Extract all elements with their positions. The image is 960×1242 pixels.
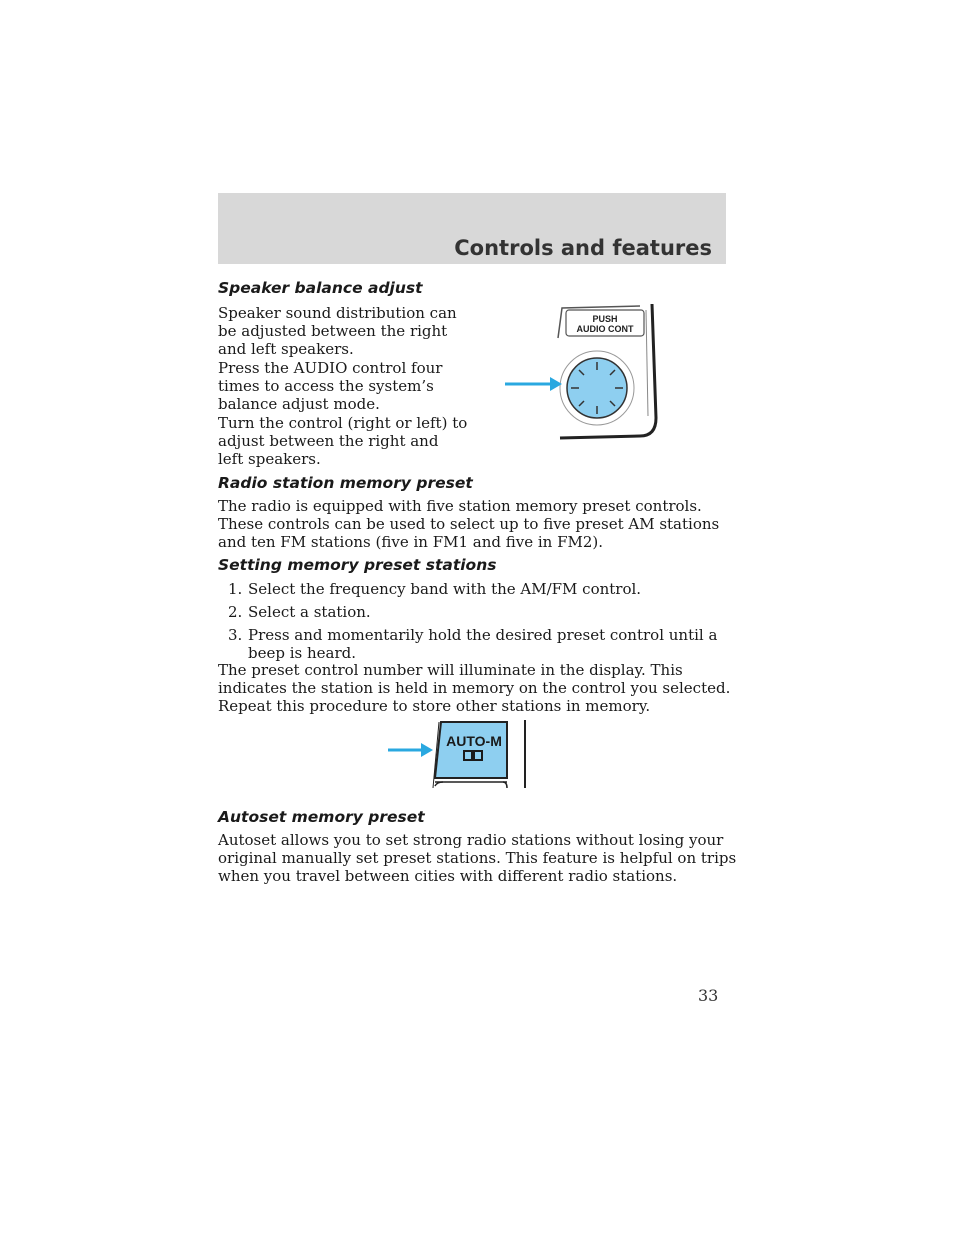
- pointer-arrow-icon: [388, 743, 433, 757]
- page-title: Controls and features: [454, 236, 712, 260]
- auto-m-label: AUTO-M: [446, 733, 502, 749]
- heading-setting-preset: Setting memory preset stations: [218, 556, 497, 574]
- autoset-paragraph-1: Autoset allows you to set strong radio stations without losing your original manually set preset stations. This feature is helpful on trips when you travel between cities with different radio stations.: [218, 831, 737, 885]
- page-number: 33: [698, 986, 719, 1005]
- list-item-text: Select a station.: [248, 603, 371, 621]
- radio-paragraph-1: The radio is equipped with five station memory preset controls. These controls can be used to select up to five preset AM stations and ten FM stations (five in FM1 and five in FM2).: [218, 497, 720, 551]
- label-push: PUSH: [592, 314, 618, 324]
- setting-paragraph-1: The preset control number will illuminate in the display. This indicates the station is held in memory on the control you selected. Repeat this procedure to store other stations in memory.: [218, 661, 731, 715]
- list-item-text: Press and momentarily hold the desired preset control until a beep is heard.: [248, 626, 718, 662]
- auto-memory-figure: [385, 718, 535, 790]
- speaker-paragraph-1: Speaker sound distribution can be adjusted between the right and left speakers.: [218, 304, 457, 358]
- audio-control-figure: [500, 298, 680, 443]
- label-audio-cont: AUDIO CONT: [576, 324, 634, 334]
- speaker-paragraph-3: Turn the control (right or left) to adjust between the right and left speakers.: [218, 414, 468, 468]
- speaker-paragraph-2: Press the AUDIO control four times to access the system’s balance adjust mode.: [218, 359, 443, 413]
- heading-autoset-preset: Autoset memory preset: [218, 808, 425, 826]
- page-header-band: [218, 193, 726, 264]
- list-item-text: Select the frequency band with the AM/FM control.: [248, 580, 642, 598]
- list-item-number: 1.: [228, 580, 243, 598]
- list-item-number: 2.: [228, 603, 243, 621]
- heading-speaker-balance: Speaker balance adjust: [218, 279, 423, 297]
- list-item-number: 3.: [228, 626, 243, 644]
- heading-radio-preset: Radio station memory preset: [218, 474, 473, 492]
- pointer-arrow-icon: [505, 377, 562, 391]
